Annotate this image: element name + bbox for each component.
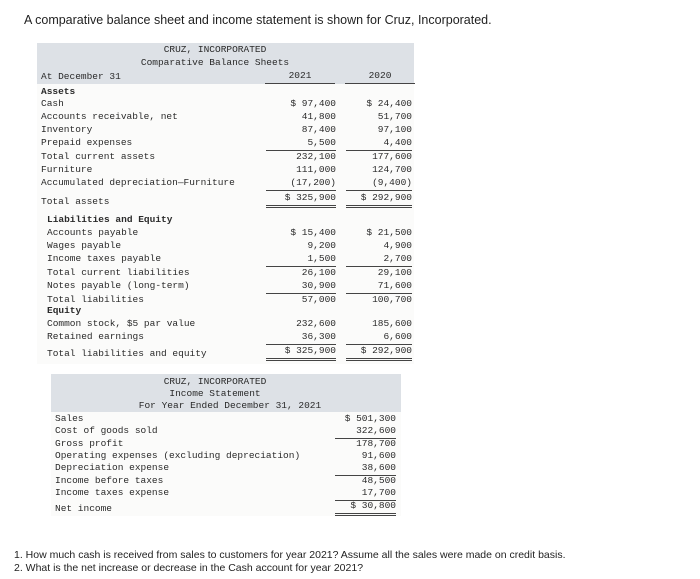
income-label-before-tax: Income before taxes bbox=[55, 475, 164, 486]
liab-label-notes: Notes payable (long-term) bbox=[47, 280, 190, 291]
equity-2021-retained: 36,300 bbox=[266, 331, 336, 345]
equity-2021-common: 232,600 bbox=[296, 318, 336, 329]
income-value-gross: 178,700 bbox=[356, 438, 396, 449]
equity-heading: Equity bbox=[47, 305, 82, 316]
income-label-opex: Operating expenses (excluding depreciation) bbox=[55, 450, 301, 461]
liab-label-income-tax: Income taxes payable bbox=[47, 253, 162, 264]
liab-2020-income-tax: 2,700 bbox=[346, 253, 412, 267]
asset-2020-furniture: 124,700 bbox=[372, 164, 412, 175]
equity-2020-common: 185,600 bbox=[372, 318, 412, 329]
asset-2021-cash: $ 97,400 bbox=[290, 98, 336, 109]
income-value-tax: 17,700 bbox=[335, 487, 396, 501]
equity-label-retained: Retained earnings bbox=[47, 331, 144, 342]
income-value-sales: $ 501,300 bbox=[344, 413, 396, 424]
liab-2021-total: 57,000 bbox=[301, 294, 336, 305]
liab-2021-ap: $ 15,400 bbox=[290, 227, 336, 238]
liab-2021-notes: 30,900 bbox=[266, 280, 336, 294]
equity-2021-total: $ 325,900 bbox=[266, 345, 336, 361]
liab-2020-total: 100,700 bbox=[372, 294, 412, 305]
asset-2021-ar: 41,800 bbox=[301, 111, 336, 122]
income-period: For Year Ended December 31, 2021 bbox=[138, 400, 322, 411]
balance-sheet-company: CRUZ, INCORPORATED bbox=[163, 44, 267, 55]
question-2: 2. What is the net increase or decrease in the Cash account for year 2021? bbox=[14, 562, 364, 574]
asset-2020-inventory: 97,100 bbox=[377, 124, 412, 135]
asset-2021-prepaid: 5,500 bbox=[266, 137, 336, 151]
asset-2020-accum-dep: (9,400) bbox=[346, 177, 412, 191]
liab-label-wages: Wages payable bbox=[47, 240, 122, 251]
income-value-depreciation: 38,600 bbox=[335, 462, 396, 476]
liab-label-total: Total liabilities bbox=[47, 294, 144, 305]
asset-label-ar: Accounts receivable, net bbox=[41, 111, 178, 122]
asset-label-accum-dep: Accumulated depreciation—Furniture bbox=[41, 177, 235, 188]
liab-2021-total-current: 26,100 bbox=[301, 267, 336, 278]
asset-label-prepaid: Prepaid expenses bbox=[41, 137, 133, 148]
liab-2020-ap: $ 21,500 bbox=[366, 227, 412, 238]
income-label-depreciation: Depreciation expense bbox=[55, 462, 170, 473]
income-company: CRUZ, INCORPORATED bbox=[163, 376, 267, 387]
asset-2020-total: $ 292,900 bbox=[346, 192, 412, 208]
liab-2021-income-tax: 1,500 bbox=[266, 253, 336, 267]
asset-2020-cash: $ 24,400 bbox=[366, 98, 412, 109]
asset-label-furniture: Furniture bbox=[41, 164, 93, 175]
liab-2020-notes: 71,600 bbox=[346, 280, 412, 294]
balance-sheet-title: Comparative Balance Sheets bbox=[140, 57, 290, 68]
liab-label-ap: Accounts payable bbox=[47, 227, 139, 238]
equity-2020-retained: 6,600 bbox=[346, 331, 412, 345]
income-value-net: $ 30,800 bbox=[335, 500, 396, 516]
equity-2020-total: $ 292,900 bbox=[346, 345, 412, 361]
col-2021-header: 2021 bbox=[265, 70, 335, 84]
asset-2021-inventory: 87,400 bbox=[301, 124, 336, 135]
asset-label-total: Total assets bbox=[41, 196, 110, 207]
asset-2021-furniture: 111,000 bbox=[296, 164, 336, 175]
assets-heading: Assets bbox=[41, 86, 76, 97]
asset-2021-total: $ 325,900 bbox=[266, 192, 336, 208]
income-label-net: Net income bbox=[55, 503, 113, 514]
income-label-sales: Sales bbox=[55, 413, 84, 424]
income-label-tax: Income taxes expense bbox=[55, 487, 170, 498]
asset-2020-ar: 51,700 bbox=[377, 111, 412, 122]
income-value-cogs: 322,600 bbox=[335, 425, 396, 439]
asset-label-cash: Cash bbox=[41, 98, 64, 109]
intro-text: A comparative balance sheet and income statement is shown for Cruz, Incorporated. bbox=[24, 13, 492, 27]
income-label-gross: Gross profit bbox=[55, 438, 124, 449]
liabilities-heading: Liabilities and Equity bbox=[47, 214, 173, 225]
date-label: At December 31 bbox=[41, 71, 121, 82]
liab-label-total-current: Total current liabilities bbox=[47, 267, 190, 278]
equity-label-common: Common stock, $5 par value bbox=[47, 318, 196, 329]
asset-2021-total-current: 232,100 bbox=[296, 151, 336, 162]
liab-2021-wages: 9,200 bbox=[307, 240, 336, 251]
asset-label-inventory: Inventory bbox=[41, 124, 93, 135]
liab-2020-wages: 4,900 bbox=[383, 240, 412, 251]
liab-2020-total-current: 29,100 bbox=[377, 267, 412, 278]
income-title: Income Statement bbox=[169, 388, 261, 399]
income-value-opex: 91,600 bbox=[361, 450, 396, 461]
col-2020-header: 2020 bbox=[345, 70, 415, 84]
asset-2021-accum-dep: (17,200) bbox=[266, 177, 336, 191]
asset-label-total-current: Total current assets bbox=[41, 151, 156, 162]
question-1: 1. How much cash is received from sales to customers for year 2021? Assume all the sales were made on credit basis. bbox=[14, 549, 566, 561]
asset-2020-total-current: 177,600 bbox=[372, 151, 412, 162]
equity-label-total: Total liabilities and equity bbox=[47, 348, 207, 359]
income-value-before-tax: 48,500 bbox=[361, 475, 396, 486]
income-label-cogs: Cost of goods sold bbox=[55, 425, 158, 436]
asset-2020-prepaid: 4,400 bbox=[346, 137, 412, 151]
